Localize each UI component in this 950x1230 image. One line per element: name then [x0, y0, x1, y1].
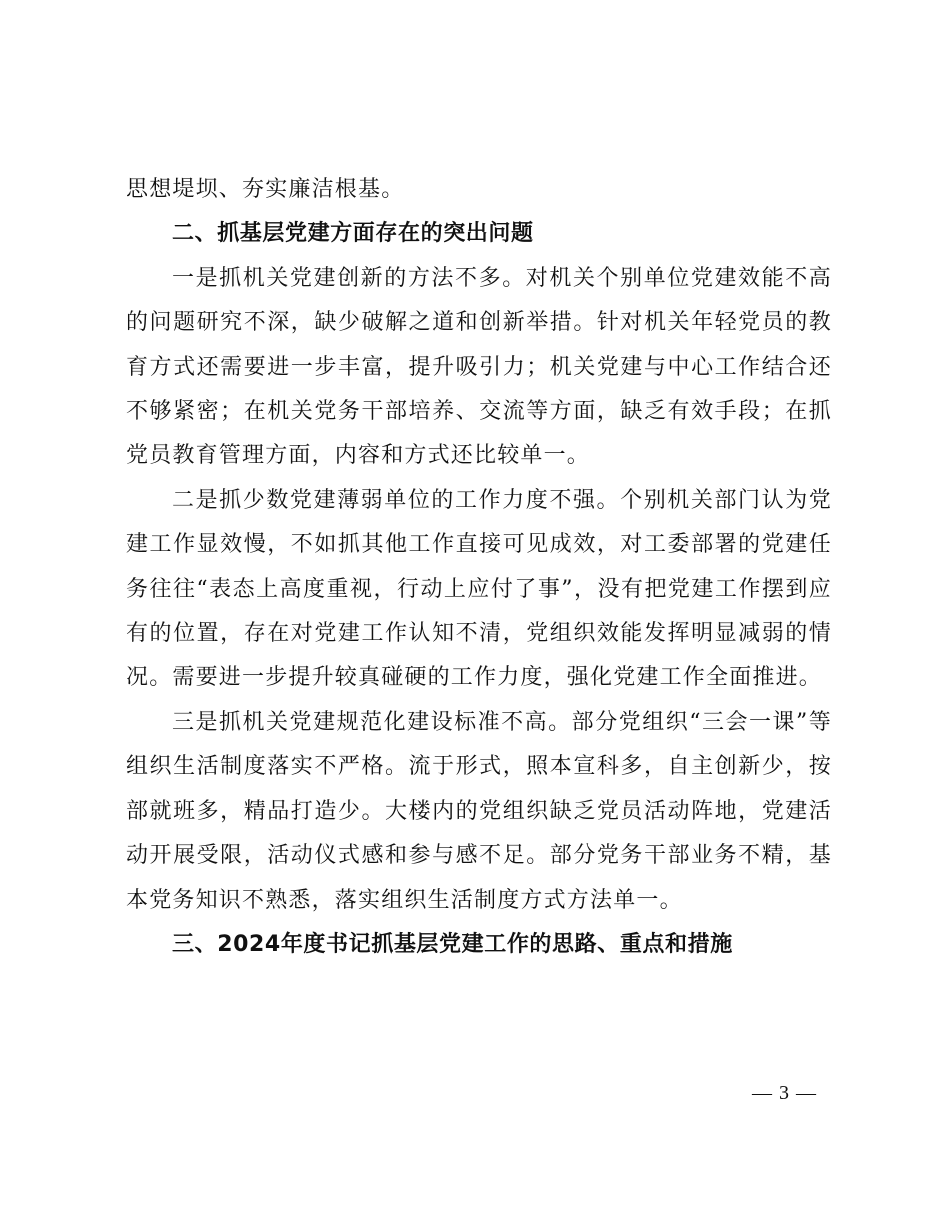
- paragraph-problem-3: 三是抓机关党建规范化建设标准不高。部分党组织“三会一课”等组织生活制度落实不严格。流于形式，照本宣科多，自主创新少，按部就班多，精品打造少。大楼内的党组织缺乏党员活动阵地，党建活动开展受限，活动仪式感和参与感不足。部分党务干部业务不精，基本党务知识不熟悉，落实组织生活制度方式方法单一。: [126, 709, 832, 913]
- section-heading-2: 二、抓基层党建方面存在的突出问题: [172, 221, 534, 247]
- section-heading-3: 三、2024年度书记抓基层党建工作的思路、重点和措施: [172, 931, 733, 957]
- paragraph-continuation: 思想堤坝、夯实廉洁根基。: [126, 177, 405, 202]
- paragraph-problem-2: 二是抓少数党建薄弱单位的工作力度不强。个别机关部门认为党建工作显效慢，不如抓其他工作直接可见成效，对工委部署的党建任务往往“表态上高度重视，行动上应付了事”，没有把党建工作摆到应有的位置，存在对党建工作认知不清，党组织效能发挥明显减弱的情况。需要进一步提升较真碰硬的工作力度，强化党建工作全面推进。: [126, 487, 832, 691]
- paragraph-problem-1: 一是抓机关党建创新的方法不多。对机关个别单位党建效能不高的问题研究不深，缺少破解之道和创新举措。针对机关年轻党员的教育方式还需要进一步丰富，提升吸引力；机关党建与中心工作结合还不够紧密；在机关党务干部培养、交流等方面，缺乏有效手段；在抓党员教育管理方面，内容和方式还比较单一。: [126, 265, 832, 469]
- page-number: — 3 —: [752, 1082, 817, 1104]
- document-body: [126, 168, 832, 967]
